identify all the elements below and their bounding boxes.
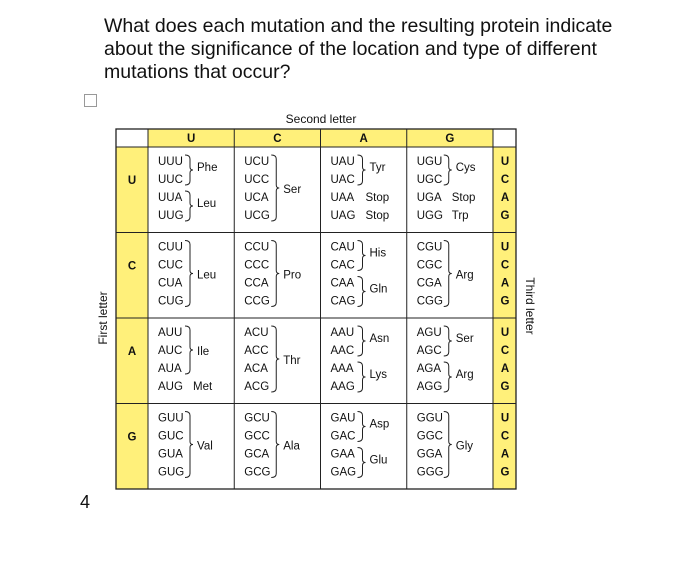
codon-brace <box>185 155 193 185</box>
codon: GCA <box>244 448 270 461</box>
codon: AUC <box>158 345 183 357</box>
codon: GUG <box>158 466 185 479</box>
amino-acid: Stop <box>365 192 390 204</box>
amino-acid: His <box>369 247 387 260</box>
amino-acid: Leu <box>197 269 217 282</box>
codon: AUA <box>158 363 182 375</box>
amino-acid: Stop <box>451 192 476 204</box>
codon: GGU <box>416 412 443 425</box>
third-letter-header: U <box>500 327 510 339</box>
codon: UGU <box>416 156 443 168</box>
codon: UGC <box>416 174 443 186</box>
codon: CGU <box>416 241 443 254</box>
second-letter-header: G <box>445 133 455 145</box>
codon-brace <box>185 326 193 374</box>
third-letter-header: U <box>500 412 510 425</box>
codon: ACC <box>244 345 269 357</box>
codon: CCU <box>244 241 270 254</box>
amino-acid: Ser <box>455 333 474 345</box>
first-letter-header: C <box>127 260 137 273</box>
amino-acid: Trp <box>451 210 469 222</box>
codon-brace <box>444 155 452 185</box>
codon: GAC <box>330 430 356 443</box>
third-letter-header: C <box>500 430 510 443</box>
codon: UCC <box>244 174 270 186</box>
codon: AGU <box>416 327 442 339</box>
codon: UUG <box>158 210 184 222</box>
codon-brace <box>358 277 366 307</box>
codon: CAA <box>330 277 355 290</box>
codon-brace <box>185 191 193 221</box>
codon: CUC <box>158 259 183 272</box>
codon: ACA <box>244 363 268 375</box>
page-number: 4 <box>80 492 91 512</box>
codon: UCG <box>244 210 270 222</box>
amino-acid: Asn <box>369 333 390 345</box>
codon: CCC <box>244 259 270 272</box>
amino-acid: Tyr <box>369 162 386 174</box>
codon-brace <box>358 155 366 185</box>
codon: CAC <box>330 259 355 272</box>
amino-acid: Gly <box>455 440 473 453</box>
codon: AAA <box>330 363 354 375</box>
codon: GGA <box>416 448 443 461</box>
second-letter-label: Second letter <box>285 112 357 126</box>
codon: GUU <box>158 412 184 425</box>
codon: AUG <box>158 381 183 393</box>
codon-brace <box>444 412 452 478</box>
second-letter-header: A <box>359 133 368 145</box>
codon: AGA <box>416 363 442 375</box>
codon: GGC <box>416 430 443 443</box>
amino-acid: Thr <box>283 355 301 367</box>
amino-acid: Pro <box>283 269 302 282</box>
codon: UAA <box>330 192 355 204</box>
amino-acid: Lys <box>369 369 387 381</box>
codon: CGG <box>416 295 443 308</box>
codon-brace <box>271 241 279 307</box>
codon: UGA <box>416 192 442 204</box>
codon: UUC <box>158 174 183 186</box>
codon: CCG <box>244 295 270 308</box>
codon-brace <box>358 448 366 478</box>
third-letter-header: C <box>500 174 510 186</box>
codon: AAG <box>330 381 355 393</box>
codon: CGC <box>416 259 443 272</box>
codon: GCC <box>244 430 270 443</box>
third-letter-header: A <box>500 192 510 204</box>
codon: UAG <box>330 210 356 222</box>
codon: CUA <box>158 277 183 290</box>
third-letter-header: U <box>500 241 510 254</box>
codon-brace <box>185 241 193 307</box>
codon: GUA <box>158 448 183 461</box>
codon: UAU <box>330 156 355 168</box>
question-text: What does each mutation and the resulting protein indicate about the significance of the location and type of different mutations that occur? <box>104 15 613 83</box>
codon: UCU <box>244 156 270 168</box>
codon: UAC <box>330 174 355 186</box>
codon: AUU <box>158 327 183 339</box>
codon: GAU <box>330 412 356 425</box>
amino-acid: Arg <box>455 369 474 381</box>
codon-brace <box>444 241 452 307</box>
third-letter-header: G <box>500 210 510 222</box>
codon: GGG <box>416 466 444 479</box>
codon-brace <box>358 412 366 442</box>
amino-acid: Cys <box>455 162 476 174</box>
codon-brace <box>358 362 366 392</box>
codon-brace <box>271 326 279 392</box>
codon: UUU <box>158 156 183 168</box>
first-letter-header: G <box>127 431 137 444</box>
amino-acid: Ser <box>283 184 302 196</box>
codon-brace <box>271 155 279 221</box>
amino-acid: Gln <box>369 283 388 296</box>
codon-brace <box>444 326 452 356</box>
codon: ACG <box>244 381 270 393</box>
codon-brace <box>444 362 452 392</box>
codon: GCU <box>244 412 270 425</box>
amino-acid: Ala <box>283 440 300 453</box>
amino-acid: Phe <box>197 162 218 174</box>
third-letter-header: C <box>500 345 510 357</box>
codon: UCA <box>244 192 269 204</box>
codon: GCG <box>244 466 271 479</box>
codon: CGA <box>416 277 442 290</box>
codon: CCA <box>244 277 269 290</box>
codon: AGC <box>416 345 442 357</box>
codon: GUC <box>158 430 184 443</box>
third-letter-header: G <box>500 381 510 393</box>
codon: GAA <box>330 448 355 461</box>
codon: ACU <box>244 327 269 339</box>
second-letter-header: C <box>273 133 282 145</box>
codon: AGG <box>416 381 443 393</box>
codon-brace <box>358 241 366 271</box>
codon-brace <box>185 412 193 478</box>
first-letter-label: First letter <box>96 291 110 345</box>
codon: UUA <box>158 192 183 204</box>
third-letter-header: U <box>500 156 510 168</box>
third-letter-header: G <box>500 295 510 308</box>
codon: GAG <box>330 466 357 479</box>
amino-acid: Val <box>197 440 213 453</box>
codon: CAG <box>330 295 356 308</box>
amino-acid: Stop <box>365 210 390 222</box>
third-letter-header: A <box>500 448 510 461</box>
second-letter-header: U <box>186 133 196 145</box>
third-letter-header: A <box>500 277 510 290</box>
third-letter-label: Third letter <box>523 277 537 335</box>
amino-acid: Ile <box>197 346 210 358</box>
third-letter-header: C <box>500 259 510 272</box>
codon-brace <box>271 412 279 478</box>
third-letter-header: G <box>500 466 510 479</box>
third-letter-header: A <box>500 363 510 375</box>
amino-acid: Arg <box>455 269 474 282</box>
codon: AAC <box>330 345 355 357</box>
first-letter-header: A <box>127 345 137 358</box>
amino-acid: Asp <box>369 418 390 431</box>
codon: CAU <box>330 241 355 254</box>
amino-acid: Met <box>193 381 213 393</box>
codon: CUG <box>158 295 184 308</box>
amino-acid: Leu <box>197 198 217 210</box>
first-letter-header: U <box>127 174 137 187</box>
codon: UGG <box>416 210 443 222</box>
amino-acid: Glu <box>369 454 388 467</box>
codon-brace <box>358 326 366 356</box>
codon-cells <box>158 155 476 479</box>
codon: CUU <box>158 241 183 254</box>
codon: AAU <box>330 327 355 339</box>
